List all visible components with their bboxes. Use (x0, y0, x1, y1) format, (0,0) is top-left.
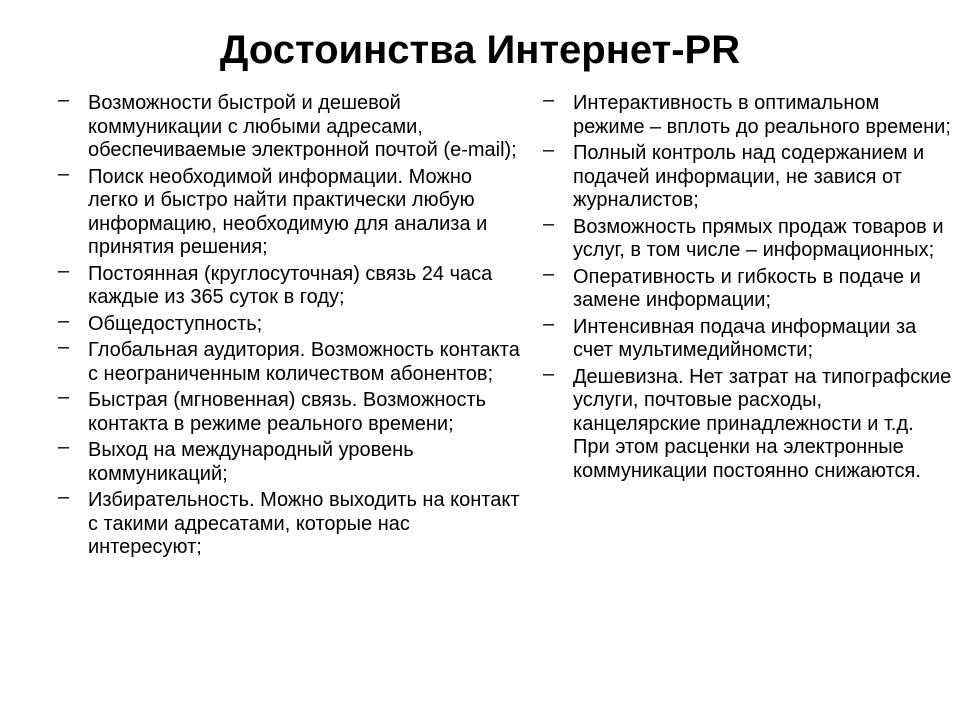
bullet-dash-icon: – (58, 89, 70, 111)
bullet-dash-icon: – (58, 486, 70, 508)
list-item-text: Полный контроль над содержанием и подачей информации, не завися от журналистов; (573, 142, 925, 211)
right-bullet-list (537, 89, 955, 486)
bullet-dash-icon: – (58, 309, 70, 332)
list-item (52, 162, 522, 260)
list-item (537, 262, 955, 313)
list-item (52, 89, 522, 163)
list-item (52, 486, 522, 560)
bullet-dash-icon: – (543, 362, 555, 385)
bullet-dash-icon: – (58, 436, 70, 458)
list-item (52, 436, 522, 486)
list-item-text: Общедоступность; (88, 312, 263, 335)
list-item (537, 212, 955, 263)
list-item-text: Возможность прямых продаж товаров и услуг, в том числе – информационных; (573, 215, 944, 261)
list-item-text: Интерактивность в оптимальном режиме – вплоть до реального времени; (573, 92, 951, 138)
list-item-text: Дешевизна. Нет затрат на типографские услуги, почтовые расходы, канцелярские принадлежности и т.д. При этом расценки на электронные коммуникации постоянно снижаются. (573, 365, 952, 482)
bullet-dash-icon: – (58, 162, 70, 185)
list-item (537, 139, 955, 213)
list-item (537, 312, 955, 363)
bullet-dash-icon: – (543, 262, 555, 285)
list-item-text: Избирательность. Можно выходить на контакт с такими адресатами, которые нас интересуют; (88, 489, 520, 558)
bullet-dash-icon: – (543, 89, 555, 111)
list-item (52, 386, 522, 436)
bullet-dash-icon: – (58, 386, 70, 408)
bullet-dash-icon: – (58, 336, 70, 358)
list-item-text: Возможности быстрой и дешевой коммуникации с любыми адресами, обеспечиваемые электронной почтой (e-mail); (88, 92, 517, 161)
list-item-text: Быстрая (мгновенная) связь. Возможность контакта в режиме реального времени; (88, 389, 487, 435)
list-item (52, 309, 522, 337)
list-item (537, 89, 955, 139)
list-item-text: Выход на международный уровень коммуникаций; (88, 439, 414, 485)
slide-title: Достоинства Интернет-PR (219, 28, 741, 72)
list-item-text: Оперативность и гибкость в подаче и замене информации; (573, 265, 921, 311)
left-bullet-list (52, 89, 522, 563)
bullet-dash-icon: – (543, 312, 555, 335)
list-item (537, 362, 955, 484)
list-item-text: Глобальная аудитория. Возможность контакта с неограниченным количеством абонентов; (88, 339, 520, 385)
list-item-text: Интенсивная подача информации за счет мультимедийномсти; (573, 315, 917, 361)
list-item (52, 336, 522, 386)
bullet-dash-icon: – (58, 259, 70, 282)
list-item-text: Постоянная (круглосуточная) связь 24 часа каждые из 365 суток в году; (88, 262, 493, 308)
list-item-text: Поиск необходимой информации. Можно легко и быстро найти практически любую информацию, необходимую для анализа и принятия решения; (88, 165, 488, 258)
list-item (52, 259, 522, 310)
bullet-dash-icon: – (543, 212, 555, 235)
bullet-dash-icon: – (543, 139, 555, 161)
